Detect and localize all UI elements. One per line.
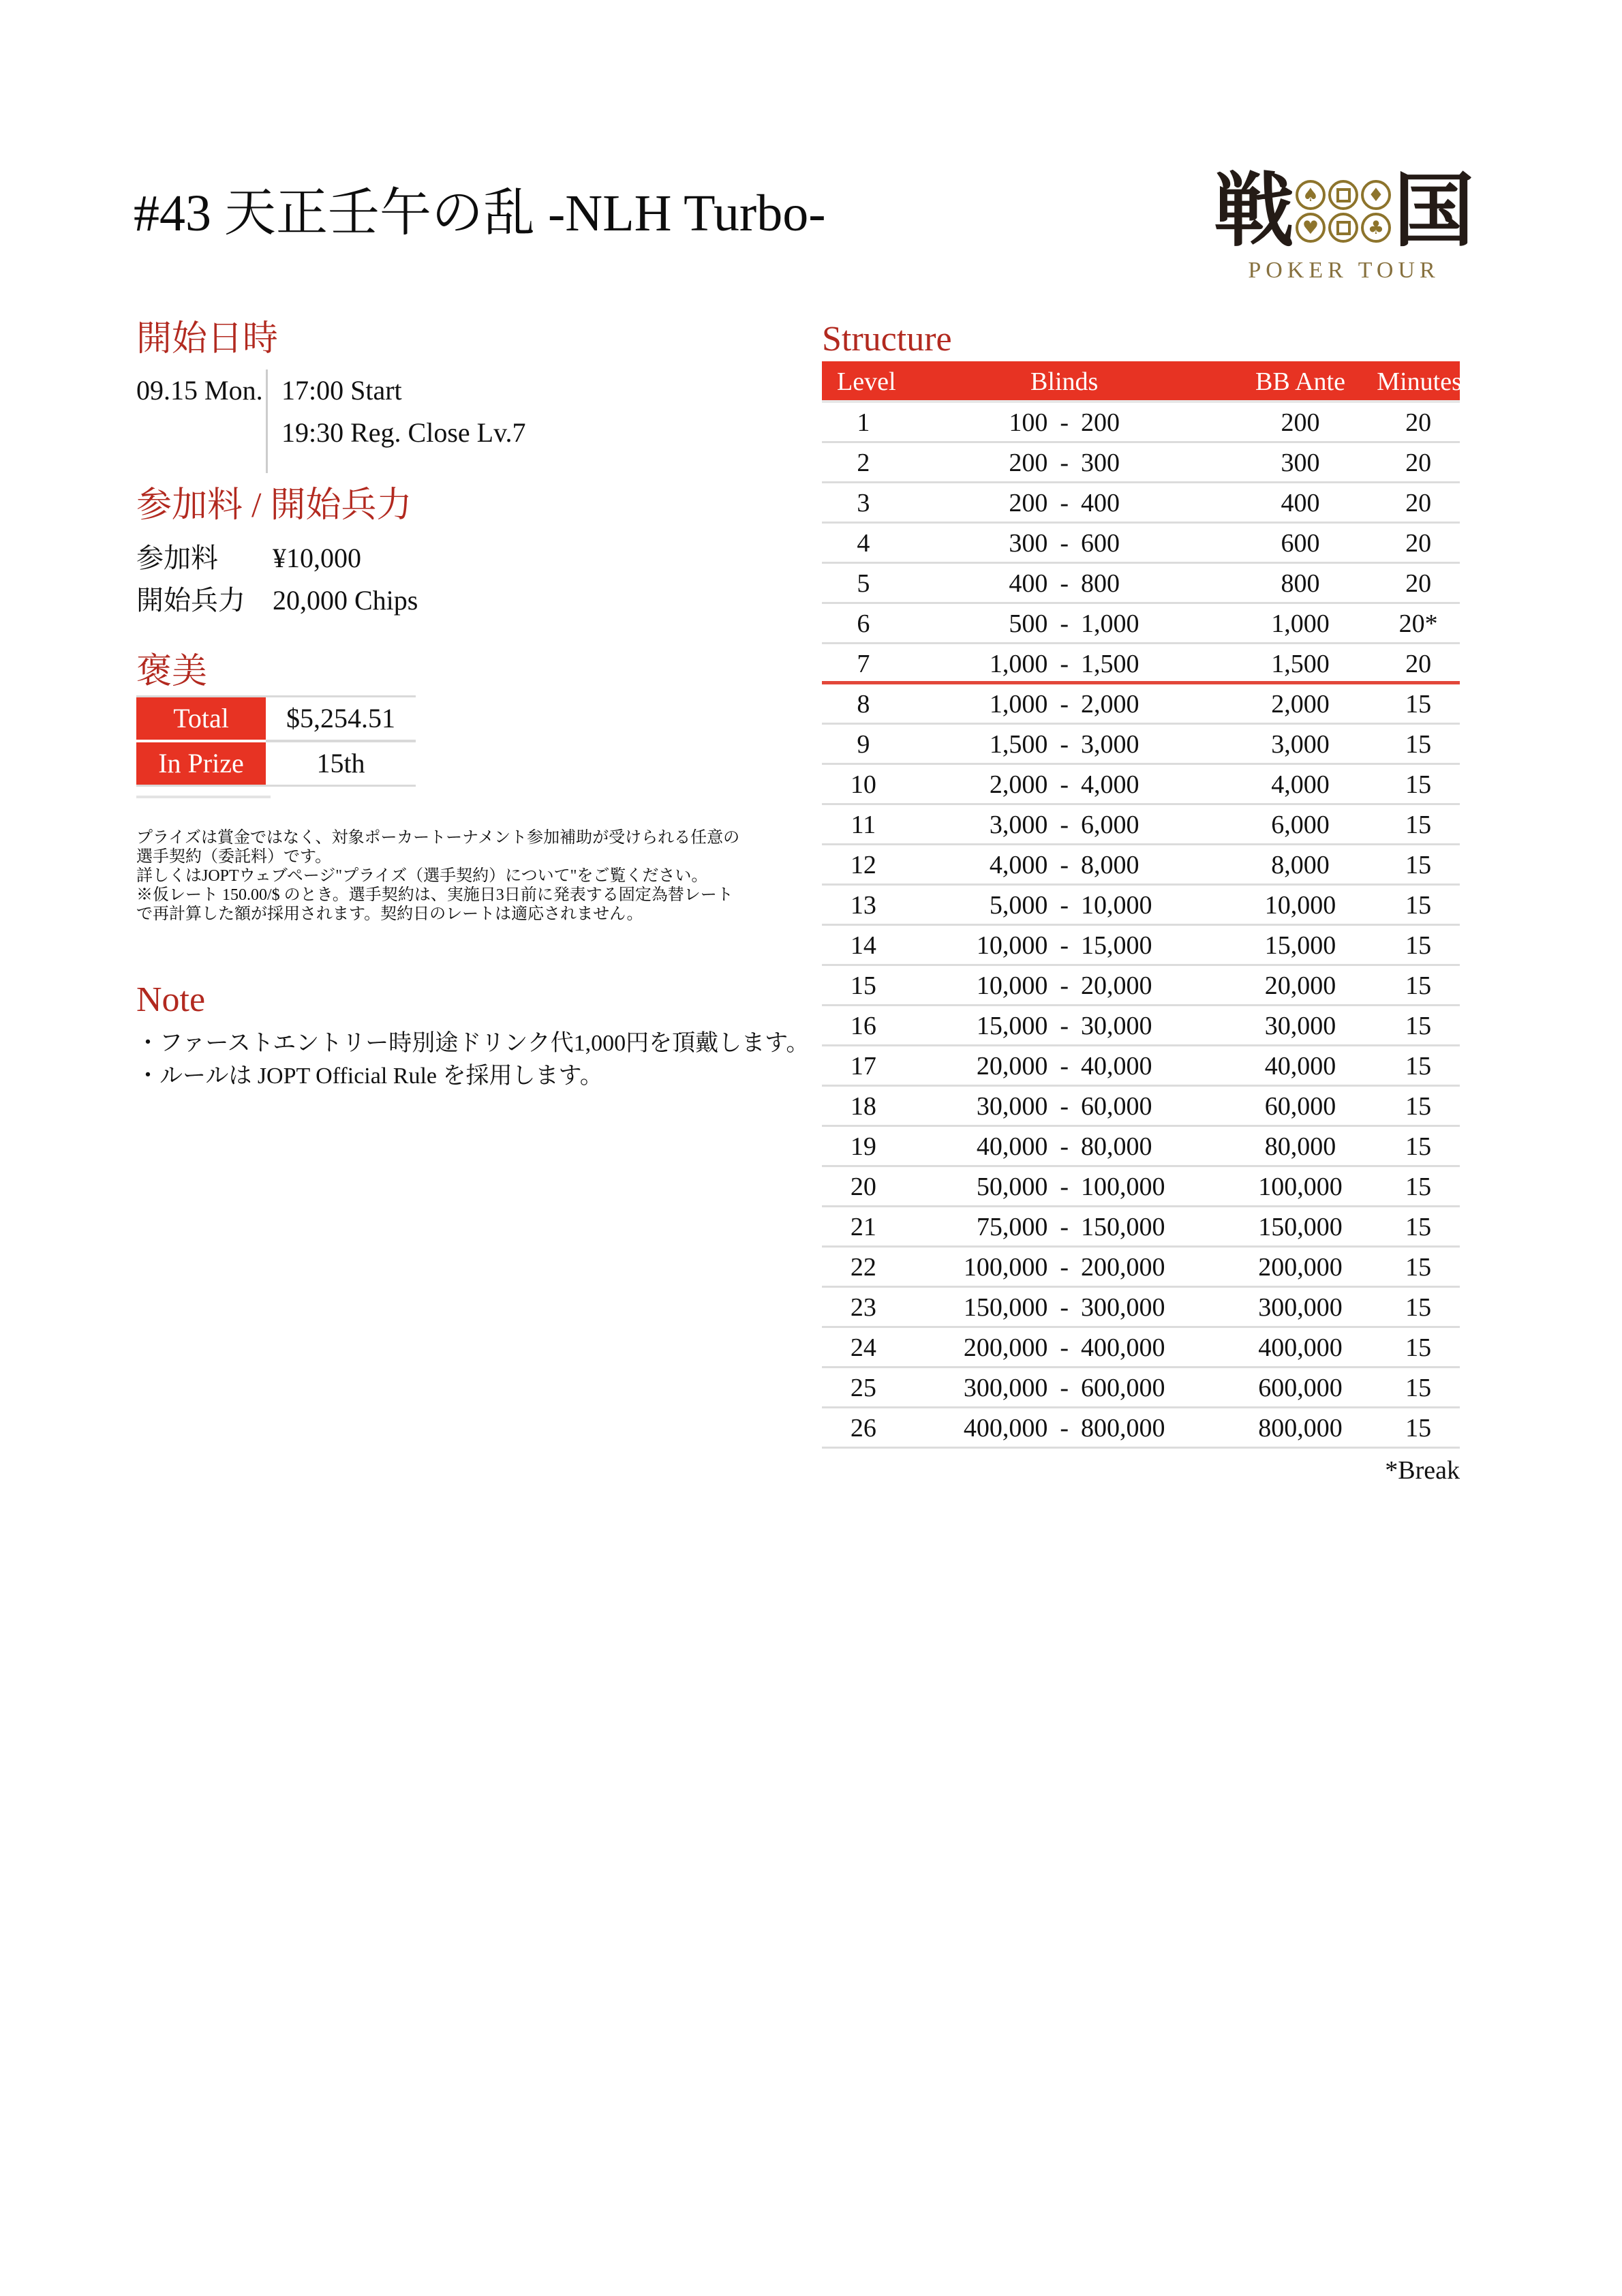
bb-ante-cell: 1,500	[1271, 650, 1330, 678]
bb-ante-cell: 1,000	[1271, 609, 1330, 638]
start-datetime-block	[136, 369, 825, 473]
small-blind: 5,000	[989, 891, 1048, 920]
big-blind: 4,000	[1081, 770, 1139, 799]
minutes-cell: 15	[1405, 1213, 1432, 1241]
note-bullet: ・ファーストエントリー時別途ドリンク代1,000円を頂戴します。	[136, 1031, 810, 1056]
small-blind: 15,000	[976, 1012, 1048, 1040]
small-blind: 200	[1009, 449, 1048, 477]
blinds-dash: -	[1060, 408, 1069, 437]
suit-glyph: ♥	[1302, 217, 1319, 239]
big-blind: 6,000	[1081, 811, 1139, 839]
blinds-dash: -	[1060, 609, 1069, 638]
entry-row	[136, 579, 825, 622]
minutes-cell: 15	[1405, 1374, 1432, 1402]
minutes-cell: 15	[1405, 1173, 1432, 1201]
structure-level-row	[822, 1006, 1460, 1046]
prize-row-inprize	[136, 742, 416, 785]
structure-level-row	[822, 966, 1460, 1006]
blinds-dash: -	[1060, 690, 1069, 719]
structure-level-row	[822, 1288, 1460, 1328]
small-blind: 1,000	[989, 650, 1048, 678]
entry-label: 参加料	[136, 543, 218, 573]
disclaimer-line: ※仮レート 150.00/$ のとき。選手契約は、実施日3日前に発表する固定為替レート	[136, 886, 733, 904]
blinds-dash: -	[1060, 449, 1069, 477]
note-bullets	[136, 1027, 825, 1093]
blinds-dash: -	[1060, 851, 1069, 879]
big-blind: 400	[1081, 489, 1120, 517]
big-blind: 40,000	[1081, 1052, 1152, 1081]
big-blind: 10,000	[1081, 891, 1152, 920]
structure-level-row	[822, 604, 1460, 644]
level-cell: 11	[851, 811, 876, 839]
minutes-cell: 15	[1405, 1414, 1432, 1442]
small-blind: 200	[1009, 489, 1048, 517]
entry-label: 開始兵力	[136, 585, 245, 616]
blinds-dash: -	[1060, 529, 1069, 558]
blinds-cell	[905, 1368, 1224, 1406]
entry-value: 20,000 Chips	[273, 585, 418, 616]
small-blind: 75,000	[976, 1213, 1048, 1241]
bb-ante-cell: 30,000	[1264, 1012, 1336, 1040]
blinds-cell	[905, 443, 1224, 481]
big-blind: 60,000	[1081, 1092, 1152, 1121]
bb-ante-cell: 400	[1281, 489, 1320, 517]
structure-level-row	[822, 845, 1460, 886]
minutes-cell: 20	[1405, 449, 1432, 477]
big-blind: 800	[1081, 569, 1120, 598]
bb-ante-cell: 100,000	[1258, 1173, 1343, 1201]
blinds-dash: -	[1060, 770, 1069, 799]
bb-ante-cell: 8,000	[1271, 851, 1330, 879]
logo-kanji-left: 戦	[1213, 167, 1294, 256]
structure-level-row	[822, 765, 1460, 805]
level-cell: 13	[850, 891, 876, 920]
disclaimer-line: で再計算した額が採用されます。契約日のレートは適応されません。	[136, 905, 643, 923]
bb-ante-cell: 400,000	[1258, 1333, 1343, 1362]
blinds-cell	[905, 1046, 1224, 1085]
blinds-cell	[905, 725, 1224, 763]
level-cell: 22	[850, 1253, 876, 1282]
big-blind: 150,000	[1081, 1213, 1165, 1241]
prize-row-total	[136, 697, 416, 740]
blinds-cell	[905, 483, 1224, 522]
minutes-cell: 20*	[1398, 609, 1438, 638]
break-footnote: *Break	[1385, 1456, 1460, 1485]
minutes-cell: 15	[1405, 811, 1432, 839]
bb-ante-cell: 300	[1281, 449, 1320, 477]
minutes-cell: 15	[1405, 1012, 1432, 1040]
small-blind: 1,500	[989, 730, 1048, 759]
structure-level-row	[822, 483, 1460, 524]
structure-level-row	[822, 1127, 1460, 1167]
structure-level-row	[822, 564, 1460, 604]
start-time: 17:00 Start	[281, 375, 402, 406]
small-blind: 100,000	[963, 1253, 1048, 1282]
blinds-cell	[905, 1408, 1224, 1447]
level-cell: 3	[857, 489, 870, 517]
small-blind: 300	[1009, 529, 1048, 558]
level-cell: 15	[850, 971, 876, 1000]
prize-table	[136, 695, 416, 787]
small-blind: 300,000	[963, 1374, 1048, 1402]
level-cell: 18	[850, 1092, 876, 1121]
info-column	[136, 319, 825, 1093]
structure-level-row	[822, 1046, 1460, 1087]
big-blind: 8,000	[1081, 851, 1139, 879]
level-cell: 1	[857, 408, 870, 437]
blinds-cell	[905, 644, 1224, 681]
big-blind: 600	[1081, 529, 1120, 558]
bb-ante-cell: 200,000	[1258, 1253, 1343, 1282]
blinds-cell	[905, 1207, 1224, 1245]
bb-ante-cell: 60,000	[1264, 1092, 1336, 1121]
structure-level-row	[822, 1087, 1460, 1127]
suit-coin-icon	[1296, 213, 1326, 243]
entry-row	[136, 537, 825, 579]
blinds-cell	[905, 1328, 1224, 1366]
blinds-cell	[905, 564, 1224, 602]
blinds-dash: -	[1060, 1293, 1069, 1322]
bb-ante-cell: 40,000	[1264, 1052, 1336, 1081]
reg-close-time: 19:30 Reg. Close Lv.7	[281, 417, 526, 448]
suit-coin-icon	[1361, 213, 1391, 243]
big-blind: 80,000	[1081, 1132, 1152, 1161]
column-header-bb-ante: BB Ante	[1255, 367, 1345, 396]
blinds-dash: -	[1060, 811, 1069, 839]
blinds-cell	[905, 886, 1224, 924]
small-blind: 4,000	[989, 851, 1048, 879]
blinds-dash: -	[1060, 1374, 1069, 1402]
structure-level-row	[822, 403, 1460, 443]
event-title: #43 天正壬午の乱 -NLH Turbo-	[134, 185, 826, 242]
level-cell: 20	[850, 1173, 876, 1201]
big-blind: 300	[1081, 449, 1120, 477]
blinds-cell	[905, 966, 1224, 1004]
structure-level-row	[822, 1207, 1460, 1248]
level-cell: 16	[850, 1012, 876, 1040]
suit-glyph: ♣	[1367, 217, 1385, 239]
blinds-dash: -	[1060, 730, 1069, 759]
bb-ante-cell: 300,000	[1258, 1293, 1343, 1322]
blinds-cell	[905, 1288, 1224, 1326]
disclaimer-line: 詳しくはJOPTウェブページ"プライズ（選手契約）について"をご覧ください。	[136, 867, 708, 885]
blinds-cell	[905, 1006, 1224, 1044]
entry-heading: 参加料 / 開始兵力	[136, 486, 412, 525]
big-blind: 400,000	[1081, 1333, 1165, 1362]
small-blind: 500	[1009, 609, 1048, 638]
column-header-blinds: Blinds	[1030, 367, 1099, 396]
disclaimer-line: 選手契約（委託料）です。	[136, 848, 332, 866]
blinds-dash: -	[1060, 1213, 1069, 1241]
small-blind: 10,000	[976, 971, 1048, 1000]
bb-ante-cell: 6,000	[1271, 811, 1330, 839]
structure-level-row	[822, 524, 1460, 564]
structure-level-row	[822, 805, 1460, 845]
suit-glyph: ♦	[1367, 184, 1385, 206]
level-cell: 10	[850, 770, 876, 799]
level-cell: 24	[850, 1333, 876, 1362]
structure-heading: Structure	[822, 320, 952, 359]
level-cell: 21	[850, 1213, 876, 1241]
blinds-cell	[905, 1127, 1224, 1165]
minutes-cell: 20	[1405, 489, 1432, 517]
minutes-cell: 15	[1405, 730, 1432, 759]
minutes-cell: 15	[1405, 971, 1432, 1000]
big-blind: 800,000	[1081, 1414, 1165, 1442]
big-blind: 300,000	[1081, 1293, 1165, 1322]
blinds-cell	[905, 845, 1224, 883]
suit-glyph: ♠	[1302, 184, 1319, 206]
minutes-cell: 15	[1405, 770, 1432, 799]
bb-ante-cell: 10,000	[1264, 891, 1336, 920]
blinds-dash: -	[1060, 891, 1069, 920]
blinds-dash: -	[1060, 1132, 1069, 1161]
bb-ante-cell: 800	[1281, 569, 1320, 598]
blinds-cell	[905, 684, 1224, 723]
blinds-cell	[905, 1167, 1224, 1205]
structure-level-row	[822, 684, 1460, 725]
level-cell: 12	[850, 851, 876, 879]
big-blind: 30,000	[1081, 1012, 1152, 1040]
minutes-cell: 15	[1405, 1052, 1432, 1081]
minutes-cell: 15	[1405, 891, 1432, 920]
blinds-dash: -	[1060, 1092, 1069, 1121]
prize-table-stub-line	[136, 796, 271, 798]
minutes-cell: 20	[1405, 650, 1432, 678]
structure-level-row	[822, 926, 1460, 966]
blinds-dash: -	[1060, 650, 1069, 678]
bb-ante-cell: 20,000	[1264, 971, 1336, 1000]
minutes-cell: 15	[1405, 1132, 1432, 1161]
sengoku-poker-tour-logo	[1213, 167, 1475, 284]
blinds-dash: -	[1060, 1173, 1069, 1201]
small-blind: 100	[1009, 408, 1048, 437]
blinds-cell	[905, 765, 1224, 803]
blinds-dash: -	[1060, 1414, 1069, 1442]
bb-ante-cell: 600	[1281, 529, 1320, 558]
bb-ante-cell: 15,000	[1264, 931, 1336, 960]
structure-level-row	[822, 1368, 1460, 1408]
big-blind: 3,000	[1081, 730, 1139, 759]
minutes-cell: 15	[1405, 1092, 1432, 1121]
bb-ante-cell: 150,000	[1258, 1213, 1343, 1241]
small-blind: 20,000	[976, 1052, 1048, 1081]
big-blind: 15,000	[1081, 931, 1152, 960]
blinds-cell	[905, 805, 1224, 843]
bb-ante-cell: 600,000	[1258, 1374, 1343, 1402]
bb-ante-cell: 80,000	[1264, 1132, 1336, 1161]
small-blind: 30,000	[976, 1092, 1048, 1121]
small-blind: 1,000	[989, 690, 1048, 719]
blinds-dash: -	[1060, 1253, 1069, 1282]
small-blind: 150,000	[963, 1293, 1048, 1322]
minutes-cell: 15	[1405, 690, 1432, 719]
bb-ante-cell: 3,000	[1271, 730, 1330, 759]
minutes-cell: 15	[1405, 1333, 1432, 1362]
small-blind: 10,000	[976, 931, 1048, 960]
start-datetime-heading: 開始日時	[136, 320, 279, 359]
blinds-dash: -	[1060, 971, 1069, 1000]
structure-level-row	[822, 1248, 1460, 1288]
structure-level-row	[822, 886, 1460, 926]
small-blind: 3,000	[989, 811, 1048, 839]
blinds-dash: -	[1060, 931, 1069, 960]
bb-ante-cell: 800,000	[1258, 1414, 1343, 1442]
event-times	[268, 369, 526, 473]
entry-rows	[136, 537, 825, 622]
big-blind: 20,000	[1081, 971, 1152, 1000]
suit-coin-icon	[1328, 213, 1358, 243]
minutes-cell: 15	[1405, 931, 1432, 960]
blinds-cell	[905, 1248, 1224, 1286]
small-blind: 2,000	[989, 770, 1048, 799]
level-cell: 5	[857, 569, 870, 598]
level-cell: 17	[850, 1052, 876, 1081]
big-blind: 2,000	[1081, 690, 1139, 719]
blinds-dash: -	[1060, 489, 1069, 517]
logo-kanji-right: 国	[1394, 167, 1475, 256]
level-cell: 4	[857, 529, 870, 558]
minutes-cell: 20	[1405, 529, 1432, 558]
prize-heading: 褒美	[136, 652, 208, 691]
level-cell: 6	[857, 609, 870, 638]
disclaimer-line: プライズは賞金ではなく、対象ポーカートーナメント参加補助が受けられる任意の	[136, 829, 740, 847]
bb-ante-cell: 2,000	[1271, 690, 1330, 719]
small-blind: 50,000	[976, 1173, 1048, 1201]
logo-subtitle: POKER TOUR	[1248, 258, 1440, 283]
small-blind: 400	[1009, 569, 1048, 598]
big-blind: 200	[1081, 408, 1120, 437]
blinds-dash: -	[1060, 569, 1069, 598]
prize-inprize-label: In Prize	[136, 742, 266, 785]
blinds-dash: -	[1060, 1012, 1069, 1040]
suit-coin-icon	[1296, 180, 1326, 210]
level-cell: 14	[850, 931, 876, 960]
suit-coin-icon	[1361, 180, 1391, 210]
structure-table	[822, 361, 1460, 1449]
logo-coin-grid	[1296, 180, 1392, 244]
blinds-dash: -	[1060, 1052, 1069, 1081]
blinds-dash: -	[1060, 1333, 1069, 1362]
note-bullet: ・ルールは JOPT Official Rule を採用します。	[136, 1063, 603, 1089]
level-cell: 23	[850, 1293, 876, 1322]
column-header-minutes: Minutes	[1377, 367, 1462, 396]
minutes-cell: 20	[1405, 408, 1432, 437]
minutes-cell: 15	[1405, 1293, 1432, 1322]
note-heading: Note	[136, 980, 206, 1019]
level-cell: 2	[857, 449, 870, 477]
small-blind: 40,000	[976, 1132, 1048, 1161]
structure-table-header	[822, 361, 1460, 403]
big-blind: 200,000	[1081, 1253, 1165, 1282]
blinds-cell	[905, 524, 1224, 562]
big-blind: 1,500	[1081, 650, 1139, 678]
blinds-cell	[905, 604, 1224, 642]
structure-level-row	[822, 1408, 1460, 1449]
blinds-cell	[905, 926, 1224, 964]
level-cell: 19	[850, 1132, 876, 1161]
level-cell: 7	[857, 650, 870, 678]
event-date: 09.15 Mon.	[136, 375, 263, 406]
structure-level-row	[822, 725, 1460, 765]
small-blind: 200,000	[963, 1333, 1048, 1362]
level-cell: 8	[857, 690, 870, 719]
prize-inprize-value: 15th	[316, 748, 365, 779]
bb-ante-cell: 200	[1281, 408, 1320, 437]
prize-disclaimer	[136, 828, 825, 924]
big-blind: 1,000	[1081, 609, 1139, 638]
level-cell: 26	[850, 1414, 876, 1442]
structure-level-row	[822, 1167, 1460, 1207]
minutes-cell: 15	[1405, 1253, 1432, 1282]
big-blind: 100,000	[1081, 1173, 1165, 1201]
blinds-cell	[905, 1087, 1224, 1125]
big-blind: 600,000	[1081, 1374, 1165, 1402]
minutes-cell: 20	[1405, 569, 1432, 598]
structure-level-row	[822, 443, 1460, 483]
bb-ante-cell: 4,000	[1271, 770, 1330, 799]
blinds-cell	[905, 403, 1224, 441]
minutes-cell: 15	[1405, 851, 1432, 879]
entry-value: ¥10,000	[273, 543, 361, 573]
column-header-level: Level	[837, 367, 896, 396]
level-cell: 25	[850, 1374, 876, 1402]
prize-total-label: Total	[136, 697, 266, 740]
small-blind: 400,000	[963, 1414, 1048, 1442]
prize-total-value: $5,254.51	[286, 703, 395, 734]
suit-coin-icon	[1328, 180, 1358, 210]
structure-column	[822, 319, 1460, 1485]
level-cell: 9	[857, 730, 870, 759]
structure-level-row	[822, 644, 1460, 684]
structure-level-row	[822, 1328, 1460, 1368]
